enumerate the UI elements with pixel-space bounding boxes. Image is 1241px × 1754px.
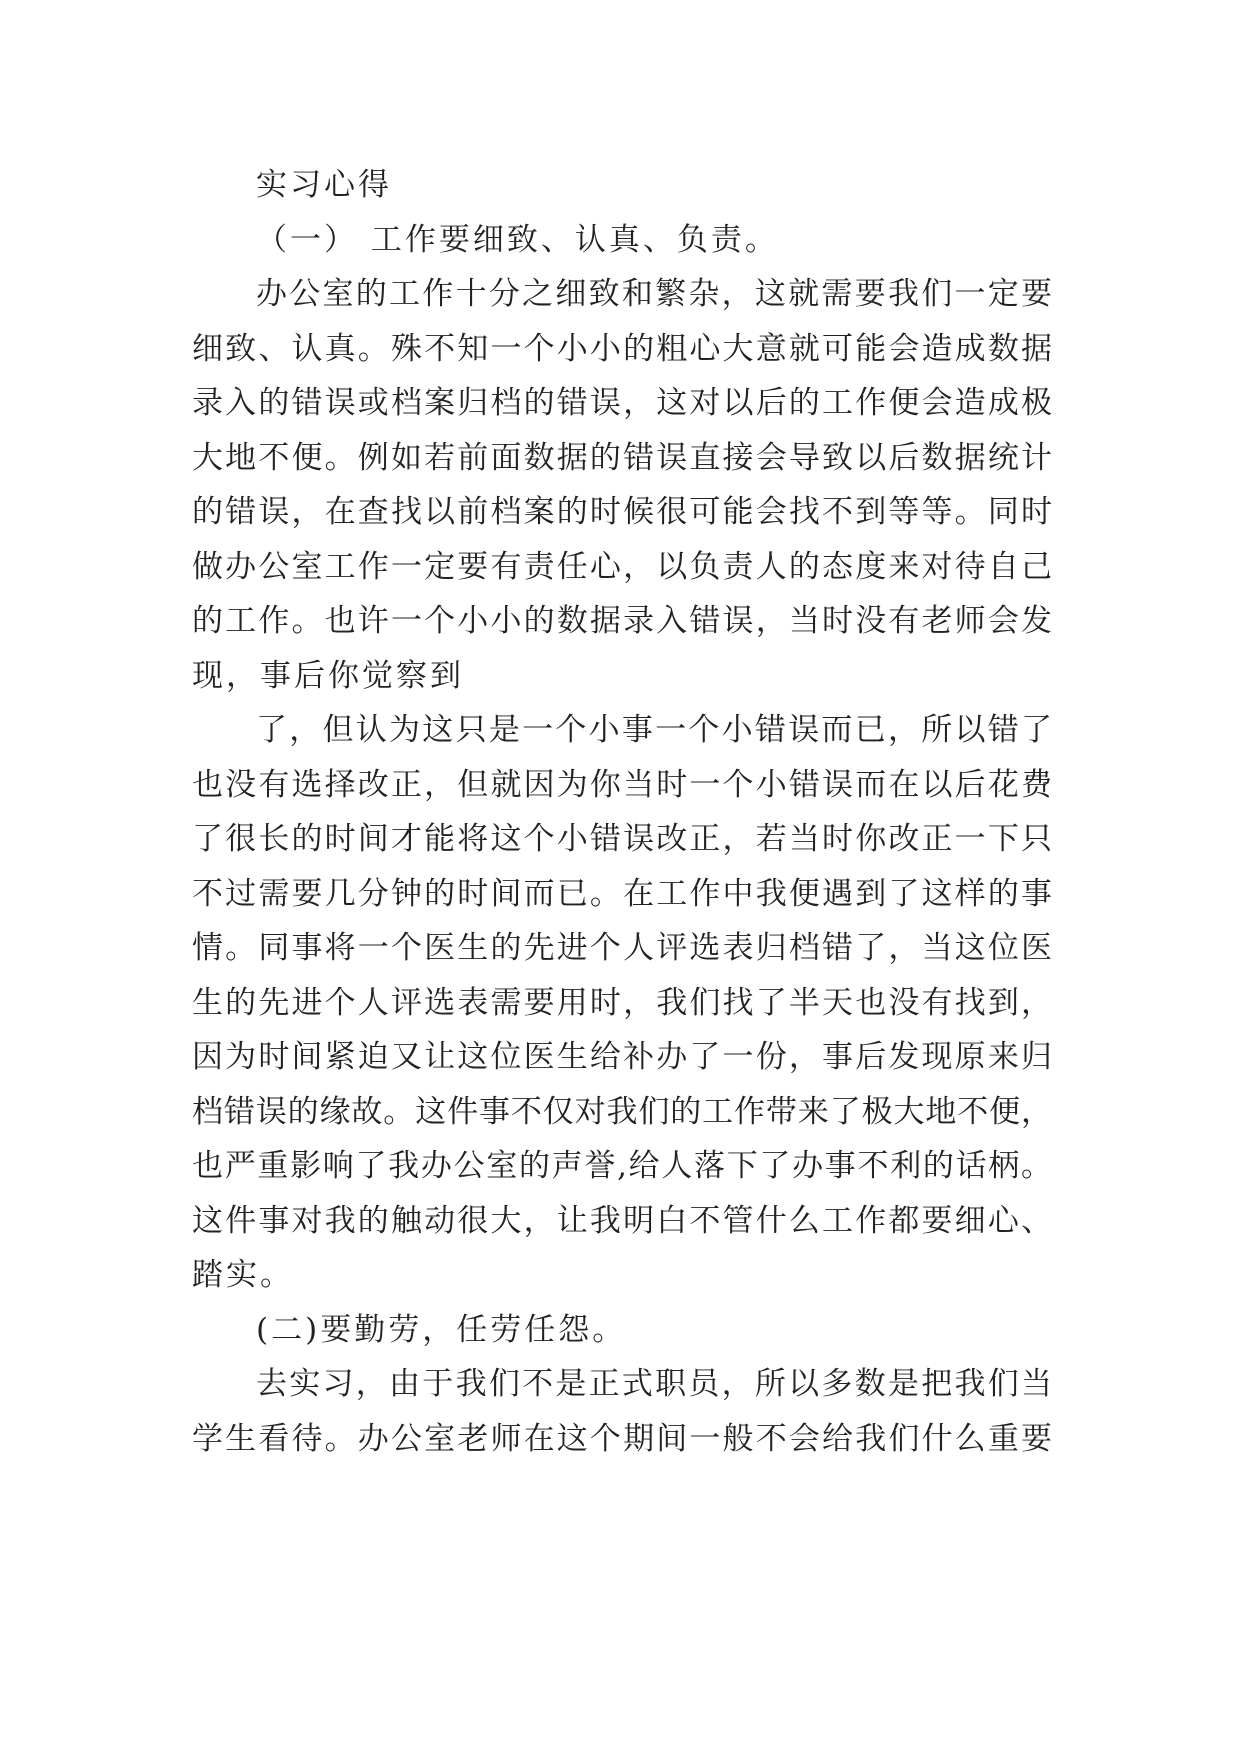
paragraph-line: 了，但认为这只是一个小事一个小错误而已，所以错了	[256, 712, 1052, 748]
paragraph-line: 也严重影响了我办公室的声誉,给人落下了办事不利的话柄。	[192, 1148, 1052, 1184]
paragraph-line: 做办公室工作一定要有责任心，以负责人的态度来对待自己	[192, 548, 1052, 585]
paragraph-line: 办公室的工作十分之细致和繁杂，这就需要我们一定要	[256, 276, 1052, 312]
paragraph-line: 去实习，由于我们不是正式职员，所以多数是把我们当	[256, 1366, 1052, 1402]
paragraph-line: 录入的错误或档案归档的错误，这对以后的工作便会造成极	[192, 385, 1052, 421]
paragraph-line: 这件事对我的触动很大，让我明白不管什么工作都要细心、	[192, 1202, 1052, 1239]
document-page	[192, 158, 1052, 1466]
paragraph-line: 了很长的时间才能将这个小错误改正，若当时你改正一下只	[192, 821, 1052, 857]
paragraph-line: 情。同事将一个医生的先进个人评选表归档错了，当这位医	[192, 930, 1052, 966]
paragraph-line: 的错误，在查找以前档案的时候很可能会找不到等等。同时	[192, 494, 1052, 530]
document-title: 实习心得	[256, 167, 392, 203]
paragraph-line: 也没有选择改正，但就因为你当时一个小错误而在以后花费	[192, 766, 1052, 803]
paragraph-line: 细致、认真。殊不知一个小小的粗心大意就可能会造成数据	[192, 330, 1052, 367]
paragraph-line: 档错误的缘故。这件事不仅对我们的工作带来了极大地不便，	[192, 1093, 1052, 1130]
section-heading-1: （一） 工作要细致、认真、负责。	[256, 221, 779, 258]
paragraph-line: 学生看待。办公室老师在这个期间一般不会给我们什么重要	[192, 1420, 1052, 1457]
paragraph-line: 踏实。	[192, 1257, 294, 1293]
paragraph-line: 不过需要几分钟的时间而已。在工作中我便遇到了这样的事	[192, 875, 1052, 912]
paragraph-line: 生的先进个人评选表需要用时，我们找了半天也没有找到，	[192, 984, 1052, 1021]
paragraph-line: 现，事后你觉察到	[192, 657, 464, 694]
paragraph-line: 因为时间紧迫又让这位医生给补办了一份，事后发现原来归	[192, 1039, 1052, 1075]
paragraph-line: 大地不便。例如若前面数据的错误直接会导致以后数据统计	[192, 439, 1052, 476]
paragraph-line: 的工作。也许一个小小的数据录入错误，当时没有老师会发	[192, 603, 1052, 639]
section-heading-2: (二)要勤劳，任劳任怨。	[256, 1311, 627, 1348]
